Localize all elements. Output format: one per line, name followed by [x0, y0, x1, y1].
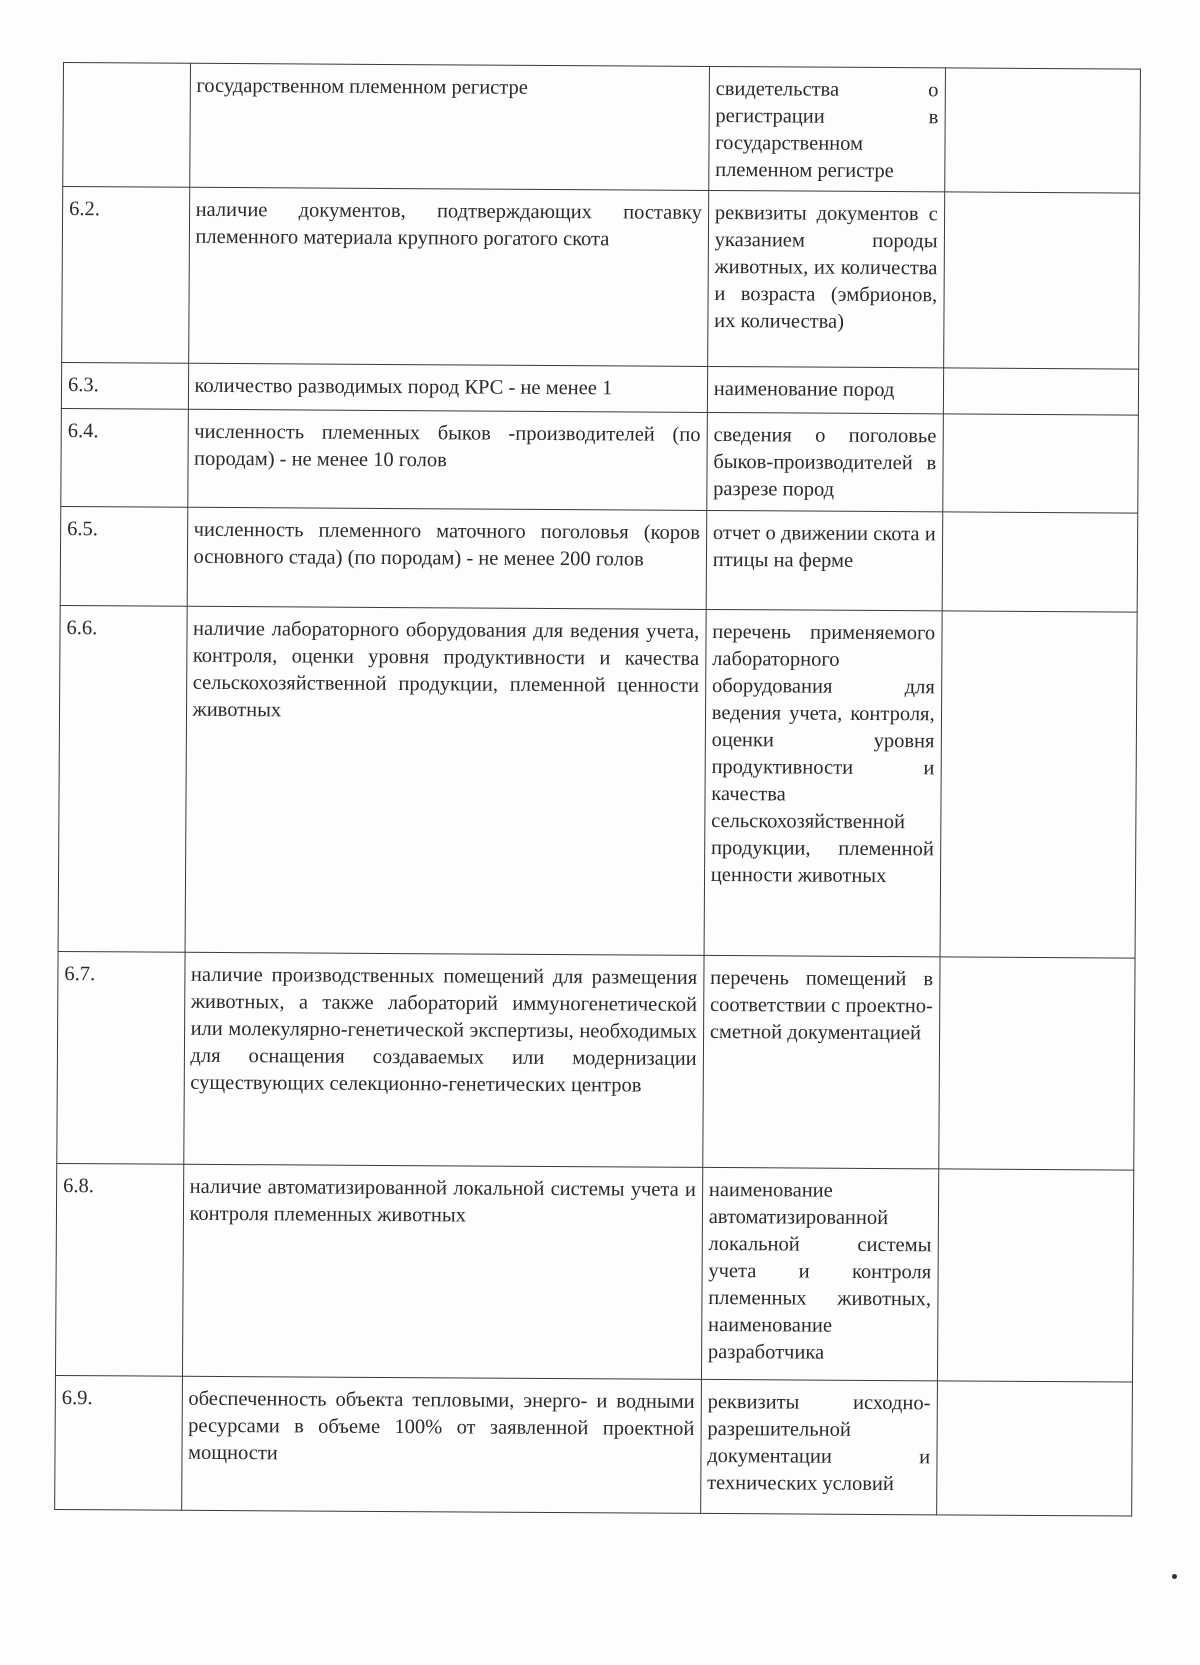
criterion-cell: обеспеченность объекта тепловыми, энерго- и водными ресурсами в объеме 100% от заявленной проектной мощности — [181, 1376, 701, 1513]
scan-speck — [1172, 1574, 1177, 1579]
document-cell: перечень помещений в соответствии с проектно-сметной документацией — [703, 955, 940, 1168]
criteria-table — [54, 62, 1141, 1517]
criterion-cell: наличие автоматизированной локальной системы учета и контроля племенных животных — [182, 1164, 703, 1379]
table-row — [61, 408, 1139, 513]
criterion-cell: наличие документов, подтверждающих поставку племенного материала крупного рогатого скота — [188, 187, 708, 366]
document-cell: реквизиты исходно-разрешительной документации и технических условий — [700, 1379, 937, 1514]
row-number — [63, 63, 190, 188]
document-cell: реквизиты документов с указанием породы животных, их количества и возраста (эмбрионов, их количества) — [707, 190, 944, 367]
document-cell: сведения о поголовье быков-производителей в разрезе пород — [707, 412, 943, 511]
criterion-cell: наличие производственных помещений для размещения животных, а также лабораторий иммуногенетической или молекулярно-генетической экспертизы, необходимых для оснащения создаваемых или модернизации существующих селекционно-генетических центров — [183, 952, 704, 1167]
row-number: 6.5. — [60, 506, 187, 606]
empty-cell — [943, 368, 1139, 415]
criterion-cell: численность племенных быков -производителей (по породам) - не менее 10 голов — [187, 409, 707, 510]
criterion-cell: численность племенного маточного поголовья (коров основного стада) (по породам) - не менее 200 голов — [187, 507, 707, 609]
table-row — [58, 605, 1137, 958]
table-row — [55, 1375, 1133, 1516]
table-row — [60, 506, 1138, 612]
row-number: 6.7. — [57, 951, 185, 1164]
empty-cell — [942, 414, 1138, 513]
table-row — [62, 187, 1140, 370]
table-row — [63, 63, 1141, 194]
table-row — [57, 951, 1135, 1170]
document-cell: свидетельства о регистрации в государственном племенном регистре — [709, 66, 946, 191]
empty-cell — [937, 1169, 1134, 1382]
criterion-cell: наличие лабораторного оборудования для ведения учета, контроля, оценки уровня продуктивности и качества сельскохозяйственной продукции, племенной ценности животных — [185, 606, 706, 955]
document-cell: наименование пород — [707, 366, 943, 413]
row-number: 6.8. — [55, 1163, 183, 1376]
row-number: 6.4. — [61, 408, 188, 507]
document-cell: перечень применяемого лабораторного оборудования для ведения учета, контроля, оценки уровня продуктивности и качества сельскохозяйственной продукции, племенной ценности животных — [704, 609, 942, 956]
document-cell: отчет о движении скота и птицы на ферме — [706, 510, 942, 610]
row-number: 6.3. — [61, 362, 188, 409]
row-number: 6.9. — [55, 1375, 182, 1510]
empty-cell — [942, 512, 1138, 612]
document-cell: наименование автоматизированной локальной системы учета и контроля племенных животных, наименование разработчика — [701, 1167, 938, 1380]
table-row — [55, 1163, 1133, 1382]
table-row — [61, 362, 1138, 415]
row-number: 6.6. — [58, 605, 187, 952]
empty-cell — [944, 68, 1140, 193]
row-number: 6.2. — [62, 187, 190, 364]
empty-cell — [943, 192, 1139, 369]
criterion-cell: количество разводимых пород КРС - не менее 1 — [188, 363, 708, 412]
empty-cell — [936, 1381, 1132, 1516]
empty-cell — [938, 957, 1135, 1170]
criterion-cell: государственном племенном регистре — [189, 63, 709, 190]
empty-cell — [940, 611, 1137, 958]
